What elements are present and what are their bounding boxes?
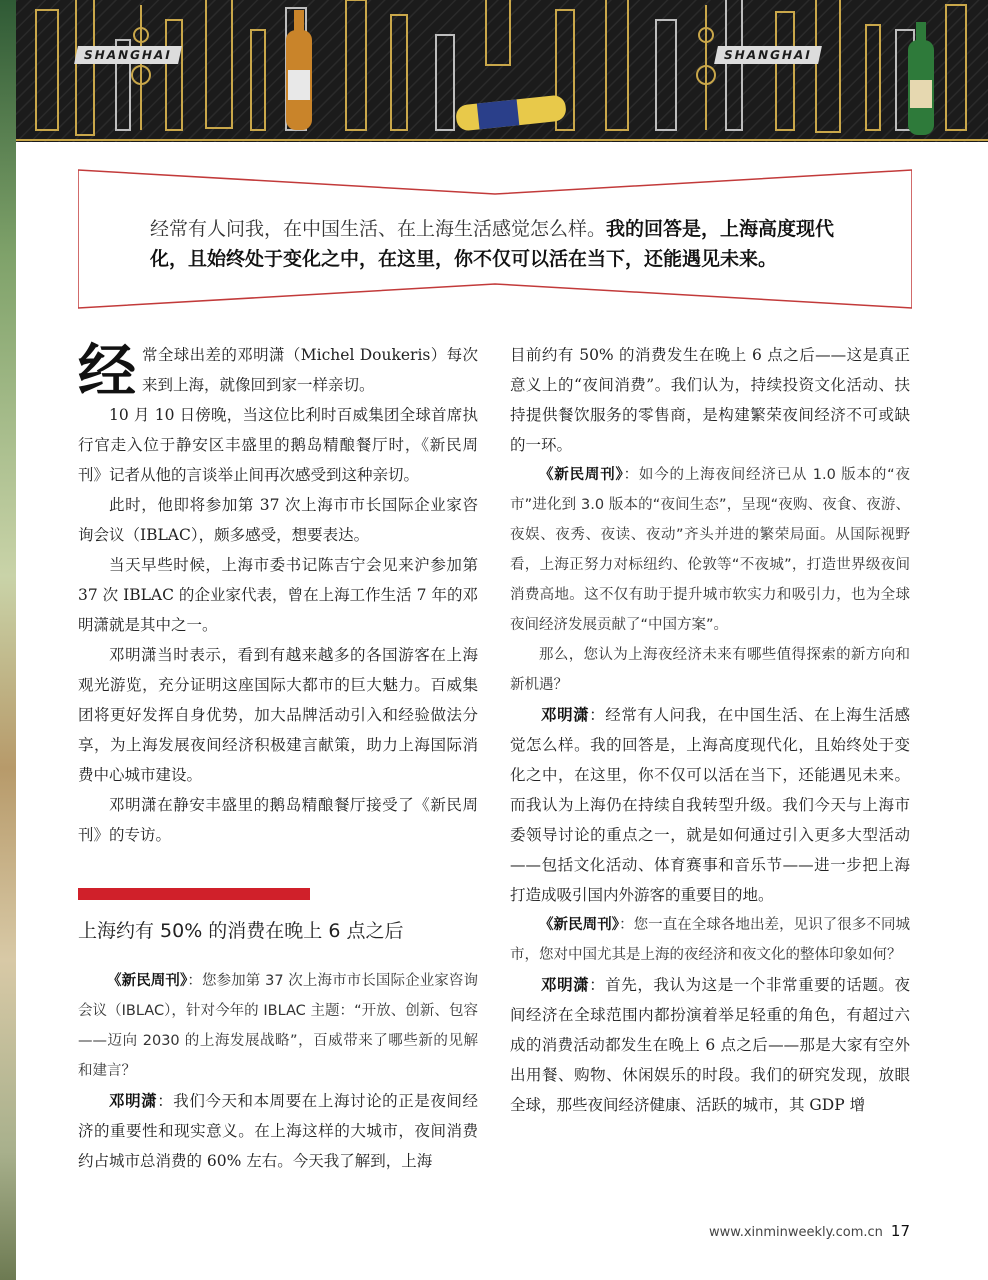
shanghai-banner: [16, 0, 988, 142]
q3-text: ：您一直在全球各地出差，见识了很多不同城市，您对中国尤其是上海的夜经济和夜文化的整体印象如何？: [510, 917, 911, 963]
a3-text: ：首先，我认为这是一个非常重要的话题。夜间经济在全球范围内都扮演着举足轻重的角色，有超过六成的消费活动都发生在晚上 6 点之后——那是大家有空外出用餐、购物、休闲娱乐的时段。我们的研究发现，放眼全球，那些夜间经济健康、活跃的城市，其 GDP 增: [510, 976, 910, 1114]
a1-speaker: 邓明潇: [109, 1091, 158, 1110]
q3-source: 《新民周刊》: [539, 917, 620, 933]
a2-speaker: 邓明潇: [541, 705, 590, 724]
right-column: [510, 340, 910, 1120]
answer-1-continued: 目前约有 50% 的消费发生在晚上 6 点之后——这是真正意义上的“夜间消费”。我们认为，持续投资文化活动、扶持提供餐饮服务的零售商，是构建繁荣夜间经济不可或缺的一环。: [510, 346, 910, 454]
q1-source: 《新民周刊》: [107, 973, 188, 989]
answer-3: [510, 970, 910, 1120]
q2-text: ：如今的上海夜间经济已从 1.0 版本的“夜市”进化到 3.0 版本的“夜间生态”，呈现“夜购、夜食、夜游、夜娱、夜秀、夜读、夜动”齐头并进的繁荣局面。从国际视野看，上海正努力对标纽约、伦敦等“不夜城”，打造世界级夜间消费高地。这不仅有助于提升城市软实力和吸引力，也为全球夜间经济发展贡献了“中国方案”。: [510, 467, 911, 633]
paragraph-3: 此时，他即将参加第 37 次上海市市长国际企业家咨询会议（IBLAC），颇多感受，想要表达。: [78, 496, 478, 544]
q1-text: ：您参加第 37 次上海市市长国际企业家咨询会议（IBLAC），针对今年的 IBLAC 主题：“开放、创新、包容——迈向 2030 的上海发展战略”，百威带来了哪些新的见解和建言？: [78, 973, 479, 1079]
left-column: [78, 337, 479, 1176]
pull-quote-box: [78, 164, 912, 314]
shanghai-tag-right: SHANGHAI: [714, 46, 821, 64]
page-footer: [709, 1222, 910, 1240]
answer-2: [510, 700, 910, 910]
question-2: [510, 460, 910, 640]
section-subhead: 上海约有 50% 的消费在晚上 6 点之后: [78, 920, 404, 942]
pull-quote-text: [150, 214, 850, 274]
paragraph-5: 邓明潇当时表示，看到有越来越多的各国游客在上海观光游览，充分证明这座国际大都市的巨大魅力。百威集团将更好发挥自身优势，加大品牌活动引入和经验做法分享，为上海发展夜间经济积极建言献策，助力上海国际消费中心城市建设。: [78, 646, 478, 784]
shanghai-tag-left: SHANGHAI: [74, 46, 181, 64]
question-3: [510, 910, 910, 970]
intro-text: 常全球出差的邓明潇（Michel Doukeris）每次来到上海，就像回到家一样亲切。: [142, 346, 478, 394]
dropcap: 经: [78, 337, 137, 405]
section-red-bar: [78, 888, 310, 900]
skyline-illustration: [16, 0, 988, 142]
left-photo-strip: [0, 0, 16, 1280]
a3-speaker: 邓明潇: [541, 975, 590, 994]
paragraph-6: 邓明潇在静安丰盛里的鹅岛精酿餐厅接受了《新民周刊》的专访。: [78, 796, 478, 844]
quote-normal: 经常有人问我，在中国生活、在上海生活感觉怎么样。: [150, 218, 607, 240]
a2-text: ：经常有人问我，在中国生活、在上海生活感觉怎么样。我的回答是，上海高度现代化，且始终处于变化之中，在这里，你不仅可以活在当下，还能遇见未来。而我认为上海仍在持续自我转型升级。我们今天与上海市委领导讨论的重点之一，就是如何通过引入更多大型活动——包括文化活动、体育赛事和音乐节——进一步把上海打造成吸引国内外游客的重要目的地。: [510, 706, 910, 904]
intro-paragraph: [78, 337, 478, 405]
answer-1: [78, 1086, 478, 1176]
a1-text: ：我们今天和本周要在上海讨论的正是夜间经济的重要性和现实意义。在上海这样的大城市，夜间消费约占城市总消费的 60% 左右。今天我了解到，上海: [78, 1092, 478, 1170]
paragraph-2: 10 月 10 日傍晚，当这位比利时百威集团全球首席执行官走入位于静安区丰盛里的鹅岛精酿餐厅时，《新民周刊》记者从他的言谈举止间再次感受到这种亲切。: [78, 406, 478, 484]
question-1: [78, 966, 478, 1086]
footer-url[interactable]: www.xinminweekly.com.cn: [708, 1225, 883, 1240]
q2-source: 《新民周刊》: [539, 467, 624, 483]
paragraph-4: 当天早些时候，上海市委书记陈吉宁会见来沪参加第 37 次 IBLAC 的企业家代表，曾在上海工作生活 7 年的邓明潇就是其中之一。: [78, 556, 478, 634]
page-number: 17: [890, 1222, 910, 1240]
question-2-followup: 那么，您认为上海夜经济未来有哪些值得探索的新方向和新机遇？: [510, 647, 910, 693]
quote-bold: 我的回答是，上海高度现代化，且始终处于变化之中，在这里，你不仅可以活在当下，还能遇见未来。: [150, 218, 835, 270]
